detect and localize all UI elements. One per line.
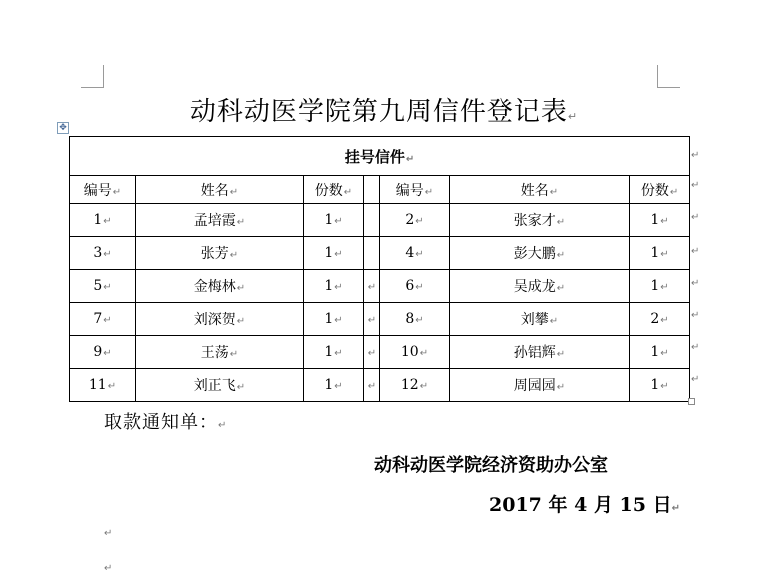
cell-text: 张芳	[200, 246, 229, 262]
row-count-left	[304, 237, 364, 270]
column-header-number-left: 编号↵	[70, 176, 136, 204]
cell-mark-icon: ↵	[334, 315, 343, 326]
cell-text: 7	[93, 311, 103, 327]
cell-mark-icon: ↵	[556, 382, 566, 393]
cell-mark-icon: ↵	[556, 283, 566, 294]
table-row	[70, 303, 690, 336]
row-number-left	[70, 336, 136, 369]
cell-text: 彭大鹏	[513, 246, 556, 262]
row-name-right	[450, 369, 630, 402]
row-number-left	[70, 369, 136, 402]
row-end-mark-icon: ↵	[691, 342, 700, 353]
cell-mark-icon: ↵	[367, 315, 377, 326]
column-header-count-left: 份数↵	[304, 176, 364, 204]
cell-text: 吴成龙	[513, 279, 556, 295]
row-name-left	[136, 270, 304, 303]
row-count-left	[304, 270, 364, 303]
cell-mark-icon: ↵	[236, 217, 246, 228]
row-name-left	[136, 237, 304, 270]
cell-mark-icon: ↵	[660, 282, 669, 293]
cell-text: 王荡	[200, 345, 229, 361]
cell-text: 刘正飞	[193, 378, 236, 394]
row-name-right	[450, 270, 630, 303]
row-number-left	[70, 237, 136, 270]
row-count-right	[630, 303, 690, 336]
table-header-label: 挂号信件	[344, 147, 405, 166]
row-count-left	[304, 204, 364, 237]
cell-mark-icon: ↵	[229, 250, 239, 261]
office-name-text: 动科动医学院经济资助办公室	[374, 455, 608, 476]
row-gap-cell	[364, 369, 380, 402]
row-count-right	[630, 336, 690, 369]
row-name-left	[136, 369, 304, 402]
row-end-mark-icon: ↵	[691, 374, 700, 385]
table-header-row	[70, 137, 690, 176]
cell-mark-icon: ↵	[556, 349, 566, 360]
row-count-right	[630, 369, 690, 402]
row-name-right	[450, 237, 630, 270]
cell-mark-icon: ↵	[556, 250, 566, 261]
table-row	[70, 204, 690, 237]
cell-text: 1	[324, 344, 334, 360]
row-count-left	[304, 303, 364, 336]
row-end-mark-icon: ↵	[691, 150, 700, 161]
cell-mark-icon: ↵	[660, 348, 669, 359]
row-gap-cell	[364, 303, 380, 336]
row-number-left	[70, 270, 136, 303]
row-gap-cell	[364, 270, 380, 303]
page-margin-corner-top-right	[657, 65, 680, 88]
cell-text: 1	[650, 278, 660, 294]
row-end-mark-icon: ↵	[691, 310, 700, 321]
table-row	[70, 237, 690, 270]
cell-mark-icon: ↵	[415, 315, 424, 326]
cell-mark-icon: ↵	[103, 282, 112, 293]
row-end-mark-icon: ↵	[691, 212, 700, 223]
empty-paragraph-mark-icon: ↵	[104, 528, 113, 539]
cell-mark-icon: ↵	[103, 216, 112, 227]
cell-text: 2	[650, 311, 660, 327]
page-margin-corner-top-left	[81, 65, 104, 88]
withdrawal-notice-label	[104, 408, 227, 434]
row-count-right	[630, 237, 690, 270]
withdrawal-notice-text: 取款通知单：	[104, 412, 218, 433]
cell-mark-icon: ↵	[334, 249, 343, 260]
row-name-right	[450, 204, 630, 237]
cell-mark-icon: ↵	[415, 249, 424, 260]
cell-text: 1	[650, 344, 660, 360]
cell-text: 1	[650, 245, 660, 261]
column-header-row	[70, 176, 690, 204]
cell-mark-icon: ↵	[660, 381, 669, 392]
row-number-left	[70, 303, 136, 336]
cell-text: 孙铝辉	[513, 345, 556, 361]
paragraph-mark-icon: ↵	[218, 420, 228, 431]
row-name-left	[136, 303, 304, 336]
cell-mark-icon: ↵	[660, 249, 669, 260]
row-name-right	[450, 336, 630, 369]
row-number-right	[380, 369, 450, 402]
column-header-name-right: 姓名↵	[450, 176, 630, 204]
cell-mark-icon: ↵	[334, 348, 343, 359]
cell-text: 12	[400, 377, 419, 393]
cell-text: 周园园	[513, 378, 556, 394]
cell-mark-icon: ↵	[107, 381, 117, 392]
row-number-right	[380, 204, 450, 237]
cell-text: 11	[88, 377, 107, 393]
row-end-mark-icon: ↵	[691, 180, 700, 191]
cell-text: 2	[405, 212, 415, 228]
table-row	[70, 336, 690, 369]
cell-text: 4	[405, 245, 415, 261]
row-name-left	[136, 204, 304, 237]
cell-mark-icon: ↵	[405, 153, 415, 165]
row-number-right	[380, 336, 450, 369]
cell-text: 孟培霞	[193, 213, 236, 229]
row-end-mark-icon: ↵	[691, 246, 700, 257]
row-number-right	[380, 270, 450, 303]
cell-text: 1	[324, 278, 334, 294]
row-end-mark-icon: ↵	[691, 278, 700, 289]
table-header-cell	[70, 137, 690, 176]
row-number-left	[70, 204, 136, 237]
cell-mark-icon: ↵	[236, 316, 246, 327]
cell-text: 8	[405, 311, 415, 327]
cell-text: 1	[324, 377, 334, 393]
empty-paragraph-mark-icon: ↵	[104, 563, 113, 574]
row-count-right	[630, 270, 690, 303]
cell-mark-icon: ↵	[367, 282, 377, 293]
cell-mark-icon: ↵	[419, 348, 429, 359]
paragraph-mark-icon: ↵	[567, 110, 579, 123]
cell-text: 10	[400, 344, 419, 360]
row-count-right	[630, 204, 690, 237]
cell-mark-icon: ↵	[334, 381, 343, 392]
row-name-left	[136, 336, 304, 369]
cell-text: 1	[324, 311, 334, 327]
cell-text: 1	[324, 212, 334, 228]
cell-mark-icon: ↵	[367, 348, 377, 359]
cell-text: 刘深贺	[193, 312, 236, 328]
cell-mark-icon: ↵	[229, 349, 239, 360]
row-count-left	[304, 369, 364, 402]
cell-mark-icon: ↵	[660, 216, 669, 227]
table-row	[70, 369, 690, 402]
cell-text: 金梅林	[193, 279, 236, 295]
row-count-left	[304, 336, 364, 369]
paragraph-mark-icon: ↵	[671, 503, 681, 514]
cell-mark-icon: ↵	[419, 381, 429, 392]
document-title-text: 动科动医学院第九周信件登记表	[189, 97, 568, 127]
cell-mark-icon: ↵	[334, 282, 343, 293]
cell-mark-icon: ↵	[415, 282, 424, 293]
cell-mark-icon: ↵	[367, 381, 377, 392]
column-header-number-right: 编号↵	[380, 176, 450, 204]
cell-mark-icon: ↵	[660, 315, 669, 326]
row-number-right	[380, 237, 450, 270]
cell-mark-icon: ↵	[236, 382, 246, 393]
cell-text: 1	[93, 212, 103, 228]
row-number-right	[380, 303, 450, 336]
cell-text: 1	[650, 377, 660, 393]
office-signature	[374, 451, 608, 477]
cell-mark-icon: ↵	[103, 348, 112, 359]
table-move-handle-icon[interactable]: ✥	[57, 122, 69, 134]
row-name-right	[450, 303, 630, 336]
cell-text: 刘攀	[520, 312, 549, 328]
cell-mark-icon: ↵	[556, 217, 566, 228]
cell-text: 张家才	[513, 213, 556, 229]
cell-mark-icon: ↵	[334, 216, 343, 227]
column-header-name-left: 姓名↵	[136, 176, 304, 204]
row-gap-cell	[364, 237, 380, 270]
cell-text: 3	[93, 245, 103, 261]
cell-mark-icon: ↵	[103, 249, 112, 260]
cell-text: 1	[324, 245, 334, 261]
table-resize-handle[interactable]	[688, 398, 695, 405]
cell-text: 9	[93, 344, 103, 360]
cell-mark-icon: ↵	[415, 216, 424, 227]
row-gap-cell	[364, 204, 380, 237]
cell-mark-icon: ↵	[236, 283, 246, 294]
column-header-count-right: 份数↵	[630, 176, 690, 204]
cell-mark-icon: ↵	[549, 316, 559, 327]
cell-text: 1	[650, 212, 660, 228]
document-date-text: 2017 年 4 月 15 日	[489, 494, 672, 516]
table-row	[70, 270, 690, 303]
cell-text: 5	[93, 278, 103, 294]
registration-table	[69, 136, 690, 402]
cell-mark-icon: ↵	[103, 315, 112, 326]
cell-text: 6	[405, 278, 415, 294]
column-gap-cell	[364, 176, 380, 204]
document-title	[0, 91, 768, 128]
row-gap-cell	[364, 336, 380, 369]
document-date	[489, 490, 680, 517]
